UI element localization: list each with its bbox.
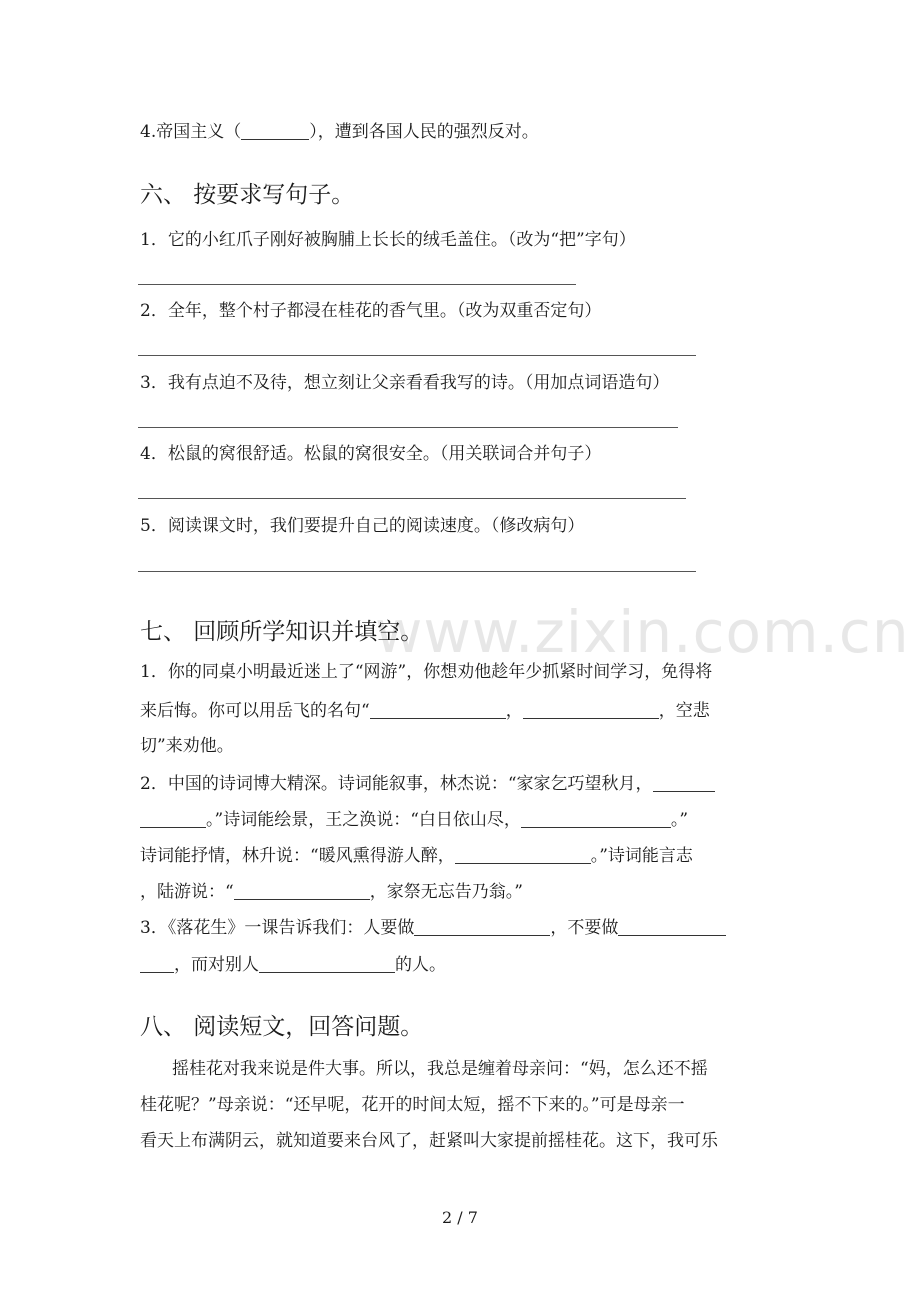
answer-line[interactable] bbox=[138, 498, 686, 499]
section-7-q2-line-1: 2．中国的诗词博大精深。诗词能叙事，林杰说：“家家乞巧望秋月， bbox=[140, 774, 715, 793]
answer-line[interactable] bbox=[138, 355, 696, 356]
section-7-q3-line-1: 3．《落花生》一课告诉我们：人要做 ，不要做 bbox=[140, 918, 726, 937]
answer-blank[interactable] bbox=[523, 701, 659, 719]
answer-blank[interactable] bbox=[140, 810, 206, 828]
reading-paragraph-line-3: 看天上布满阴云，就知道要来台风了，赶紧叫大家提前摇桂花。这下，我可乐 bbox=[140, 1131, 718, 1151]
answer-blank[interactable] bbox=[259, 955, 395, 973]
watermark: www.zixin.com.cn bbox=[375, 598, 910, 666]
section-6-item-3: 3．我有点迫不及待，想立刻让父亲看看我写的诗。（用加点词语造句） bbox=[140, 373, 670, 393]
answer-blank[interactable] bbox=[234, 882, 370, 900]
answer-blank[interactable] bbox=[618, 918, 726, 936]
answer-blank[interactable] bbox=[455, 846, 591, 864]
section-6-item-4: 4．松鼠的窝很舒适。松鼠的窝很安全。（用关联词合并句子） bbox=[140, 444, 602, 464]
section-7-q2-line-2: 。”诗词能绘景，王之涣说：“白日依山尽， 。” bbox=[140, 810, 688, 829]
answer-blank[interactable] bbox=[370, 701, 506, 719]
section-7-q1-line-2: 来后悔。你可以用岳飞的名句“ ， ，空悲 bbox=[140, 701, 710, 721]
section-6-item-1: 1．它的小红爪子刚好被胸脯上长长的绒毛盖住。（改为“把”字句） bbox=[140, 230, 636, 250]
answer-blank[interactable] bbox=[521, 810, 671, 828]
answer-blank[interactable] bbox=[241, 122, 309, 140]
section-7-q2-line-4: ，陆游说：“ ，家祭无忘告乃翁。” bbox=[140, 882, 523, 902]
page-number: 2 / 7 bbox=[442, 1208, 478, 1227]
answer-blank[interactable] bbox=[414, 918, 550, 936]
section-8-title: 八、 阅读短文，回答问题。 bbox=[140, 1014, 424, 1040]
answer-line[interactable] bbox=[138, 571, 696, 572]
section-7-q2-line-3: 诗词能抒情，林升说：“暖风熏得游人醉， 。”诗词能言志 bbox=[140, 846, 693, 866]
answer-blank[interactable] bbox=[140, 955, 174, 973]
section-7-q1-line-1: 1．你的同桌小明最近迷上了“网游”，你想劝他趁年少抓紧时间学习，免得将 bbox=[140, 662, 713, 682]
answer-line[interactable] bbox=[138, 284, 576, 285]
section-7-q3-line-2: ，而对别人 的人。 bbox=[140, 955, 446, 974]
section-6-item-5: 5．阅读课文时，我们要提升自己的阅读速度。（修改病句） bbox=[140, 516, 585, 536]
section-7-title: 七、 回顾所学知识并填空。 bbox=[140, 619, 424, 645]
reading-paragraph-line-1: 摇桂花对我来说是件大事。所以，我总是缠着母亲问：“妈，怎么还不摇 bbox=[172, 1059, 708, 1079]
section-6-item-2: 2．全年，整个村子都浸在桂花的香气里。（改为双重否定句） bbox=[140, 301, 602, 321]
answer-blank[interactable] bbox=[653, 774, 715, 792]
section-7-q1-line-3: 切”来劝他。 bbox=[140, 736, 234, 756]
reading-paragraph-line-2: 桂花呢？”母亲说：“还早呢，花开的时间太短，摇不下来的。”可是母亲一 bbox=[140, 1095, 685, 1115]
answer-line[interactable] bbox=[138, 427, 678, 428]
question-4-line: 4.帝国主义（ ），遭到各国人民的强烈反对。 bbox=[140, 122, 539, 142]
section-6-title: 六、 按要求写句子。 bbox=[140, 182, 355, 208]
